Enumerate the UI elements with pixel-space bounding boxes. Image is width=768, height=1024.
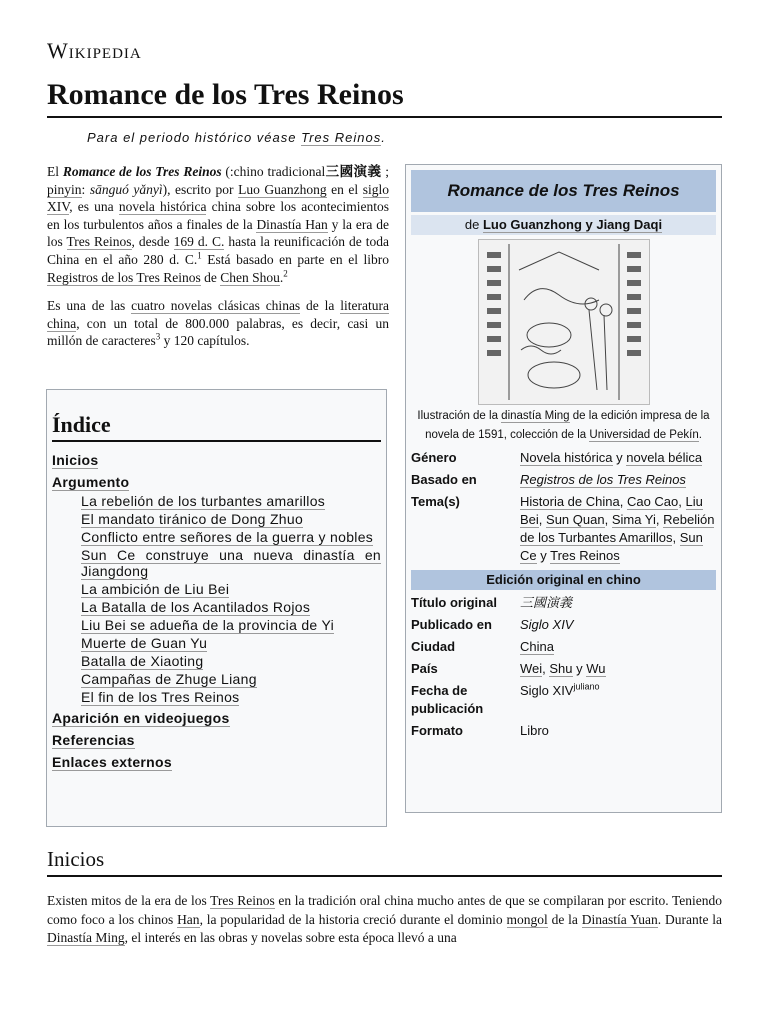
toc-item-label[interactable]: Referencias <box>52 732 135 748</box>
infobox-row-label: Publicado en <box>411 617 492 632</box>
infobox-row <box>411 616 716 634</box>
toc-item[interactable] <box>81 689 381 705</box>
infobox-title: Romance de los Tres Reinos <box>411 170 716 212</box>
infobox-text: , <box>655 512 664 527</box>
genre-link[interactable]: novela histórica <box>118 199 207 215</box>
infobox-text: Siglo XIV <box>520 683 574 698</box>
toc-item-label[interactable]: Muerte de Guan Yu <box>81 635 208 651</box>
toc-item-label[interactable]: El mandato tiránico de Dong Zhuo <box>81 511 304 527</box>
intro-paragraph-2: Es una de las cuatro novelas clásicas chinas de la literatura china, con un total de 800.000 palabras, es decir, casi un millón de caracteres$^3$ y 120 capítulos. <box>47 298 389 349</box>
chenshou-link[interactable]: Chen Shou <box>220 269 280 285</box>
toc-item-label[interactable]: La ambición de Liu Bei <box>81 581 230 597</box>
toc-item-label[interactable]: La rebelión de los turbantes amarillos <box>81 493 326 509</box>
infobox-rows-original <box>411 594 716 740</box>
toc-item-label[interactable]: Inicios <box>52 452 99 468</box>
infobox-text: , <box>619 494 627 509</box>
pinyin-link[interactable]: pinyin <box>47 181 82 197</box>
infobox-text: , <box>542 661 550 676</box>
kingdoms-link[interactable]: Tres Reinos <box>66 234 132 250</box>
toc-list <box>52 451 381 771</box>
infobox-text: , <box>604 512 612 527</box>
toc-heading: Índice <box>52 412 381 442</box>
tres-reinos-link[interactable]: Tres Reinos <box>210 893 275 908</box>
infobox-row <box>411 493 716 565</box>
infobox-text: juliano <box>573 681 600 692</box>
literature-link[interactable]: literatura china <box>47 298 389 331</box>
author-link[interactable]: Luo Guanzhong <box>238 181 327 197</box>
dynasty-link[interactable]: Dinastía Han <box>256 216 328 232</box>
infobox-link[interactable]: Liu Bei <box>520 494 703 527</box>
ref-2[interactable]: 2 <box>283 268 288 279</box>
wikipedia-logo[interactable]: Wikipedia <box>47 38 142 63</box>
infobox-row-value <box>520 616 716 634</box>
infobox-text: Siglo XIV <box>520 617 574 632</box>
ref-3[interactable]: 3 <box>155 331 161 342</box>
image-caption: Ilustración de la dinastía Ming de la edición impresa de la novela de 1591, colección de la Universidad de Pekín. <box>417 410 710 441</box>
infobox-text: , <box>678 494 686 509</box>
infobox-text: , <box>672 530 680 545</box>
infobox-link[interactable]: China <box>520 639 554 654</box>
infobox-row-label: Basado en <box>411 472 477 487</box>
infobox-row <box>411 722 716 740</box>
toc-item[interactable] <box>81 599 381 615</box>
records-link[interactable]: Registros de los Tres Reinos <box>47 269 201 285</box>
toc-item[interactable] <box>81 581 381 597</box>
infobox-link[interactable]: Cao Cao <box>626 494 679 509</box>
infobox-row-value <box>520 493 716 565</box>
toc-item-label[interactable]: El fin de los Tres Reinos <box>81 689 240 705</box>
infobox-link[interactable]: Registros de los Tres Reinos <box>520 472 686 487</box>
infobox-text: y <box>572 661 587 676</box>
infobox-row-value <box>520 594 716 612</box>
intro-text <box>47 163 389 361</box>
novel-illustration[interactable] <box>478 239 650 405</box>
caption-ming-link[interactable]: dinastía Ming <box>501 410 570 422</box>
infobox-text: Libro <box>520 723 549 738</box>
toc-item[interactable] <box>81 635 381 651</box>
infobox-row <box>411 449 716 467</box>
toc-item[interactable] <box>81 511 381 527</box>
toc-item[interactable] <box>81 529 381 545</box>
infobox-text: y <box>536 548 551 563</box>
toc-item[interactable] <box>81 493 381 509</box>
infobox-link[interactable]: Historia de China <box>520 494 620 509</box>
infobox-text: y <box>612 450 627 465</box>
century-link[interactable]: siglo XIV <box>47 181 389 215</box>
infobox-link[interactable]: Rebelión de los Turbantes Amarillos <box>520 512 715 545</box>
yuan-link[interactable]: Dinastía Yuan <box>581 911 658 927</box>
infobox-link[interactable]: Shu <box>549 661 573 676</box>
infobox-section-heading: Edición original en chino <box>411 570 716 590</box>
infobox <box>405 164 722 813</box>
infobox-row <box>411 638 716 656</box>
page-title: Romance de los Tres Reinos <box>47 78 722 118</box>
toc-item[interactable] <box>52 451 381 469</box>
toc-item-label[interactable]: Argumento <box>52 474 130 490</box>
infobox-row-value <box>520 449 716 467</box>
infobox-row-value <box>520 660 716 678</box>
ref-1[interactable]: 1 <box>197 250 202 261</box>
infobox-author: de Luo Guanzhong y Jiang Daqi <box>411 215 716 235</box>
infobox-row-label: Título original <box>411 595 497 610</box>
infobox-link[interactable]: novela bélica <box>626 450 703 465</box>
ming-link[interactable]: Dinastía Ming <box>47 930 125 945</box>
toc-item[interactable] <box>52 753 381 771</box>
caption-university-link[interactable]: Universidad de Pekín <box>589 429 699 441</box>
infobox-row-label: Ciudad <box>411 639 456 654</box>
toc-item[interactable] <box>81 653 381 669</box>
toc-item-label[interactable]: Aparición en videojuegos <box>52 710 230 726</box>
infobox-link[interactable]: Sun Ce <box>520 530 703 563</box>
infobox-row-label: Fecha de publicación <box>411 683 484 716</box>
year-link[interactable]: 169 d. C. <box>173 234 225 250</box>
toc-item-label[interactable]: Sun Ce construye una nueva dinastía en Jiangdong <box>81 547 381 579</box>
intro-paragraph-1: El Romance de los Tres Reinos (:chino tradicional三國演義 ; pinyin: sānguó yǎnyì), escrito por Luo Guanzhong en el siglo XIV, es una novela histórica china sobre los acontecimientos en los turbulentos años a finales de la Dinastía Han y la era de los Tres Reinos, desde 169 d. C. hasta la reunificación de toda China en el año 280 d. C.$^1$ Está basado en parte en el libro Registros de los Tres Reinos de Chen Shou.$^2$ <box>47 164 390 285</box>
han-link[interactable]: Han <box>177 911 200 927</box>
hatnote-link[interactable]: Tres Reinos <box>301 130 382 145</box>
infobox-link[interactable]: Novela histórica <box>520 450 613 465</box>
infobox-link[interactable]: Wei <box>520 661 543 676</box>
infobox-link[interactable]: Tres Reinos <box>550 548 620 563</box>
infobox-row <box>411 471 716 489</box>
infobox-row <box>411 594 716 612</box>
section-heading-inicios: Inicios <box>47 847 722 877</box>
table-of-contents <box>46 389 387 827</box>
infobox-row-value <box>520 471 716 489</box>
toc-item[interactable] <box>52 731 381 749</box>
toc-item[interactable] <box>81 617 381 633</box>
infobox-row-value <box>520 638 716 656</box>
infobox-rows-main <box>411 449 716 565</box>
infobox-row-label: Género <box>411 450 457 465</box>
toc-item-label[interactable]: Campañas de Zhuge Liang <box>81 671 257 687</box>
toc-item-label[interactable]: Conflicto entre señores de la guerra y nobles <box>81 529 374 545</box>
toc-item-label[interactable]: Liu Bei se adueña de la provincia de Yi <box>81 617 334 633</box>
hatnote: Para el periodo histórico véase Tres Reinos. <box>87 130 386 145</box>
infobox-author-link[interactable]: Luo Guanzhong y Jiang Daqi <box>482 217 663 232</box>
mongol-link[interactable]: mongol <box>506 911 548 927</box>
infobox-link[interactable]: Sima Yi <box>611 512 656 527</box>
chinese-title: 三國演義 <box>325 164 382 179</box>
toc-item-label[interactable]: La Batalla de los Acantilados Rojos <box>81 599 311 615</box>
infobox-link[interactable]: Sun Quan <box>546 512 605 527</box>
infobox-link[interactable]: Wu <box>586 661 606 676</box>
infobox-text: , <box>538 512 547 527</box>
infobox-row <box>411 660 716 678</box>
toc-item[interactable] <box>52 473 381 491</box>
classics-link[interactable]: cuatro novelas clásicas chinas <box>131 298 301 314</box>
infobox-row-label: Formato <box>411 723 463 738</box>
toc-item-label[interactable]: Batalla de Xiaoting <box>81 653 204 669</box>
toc-item-label[interactable]: Enlaces externos <box>52 754 172 770</box>
toc-item[interactable] <box>81 547 381 579</box>
infobox-row-value <box>520 682 716 718</box>
infobox-row-label: Tema(s) <box>411 494 460 509</box>
toc-item[interactable] <box>81 671 381 687</box>
infobox-row <box>411 682 716 718</box>
infobox-text: 三國演義 <box>520 595 573 610</box>
toc-item[interactable] <box>52 709 381 727</box>
infobox-row-value <box>520 722 716 740</box>
section-paragraph: Existen mitos de la era de los Tres Reinos en la tradición oral china mucho antes de que se compilaran por escrito. Teniendo como foco a los chinos Han, la popularidad de la historia creció durante el dominio mongol de la Dinastía Yuan. Durante la Dinastía Ming, el interés en las obras y novelas sobre esta época llevó a una <box>47 893 722 945</box>
infobox-row-label: País <box>411 661 438 676</box>
